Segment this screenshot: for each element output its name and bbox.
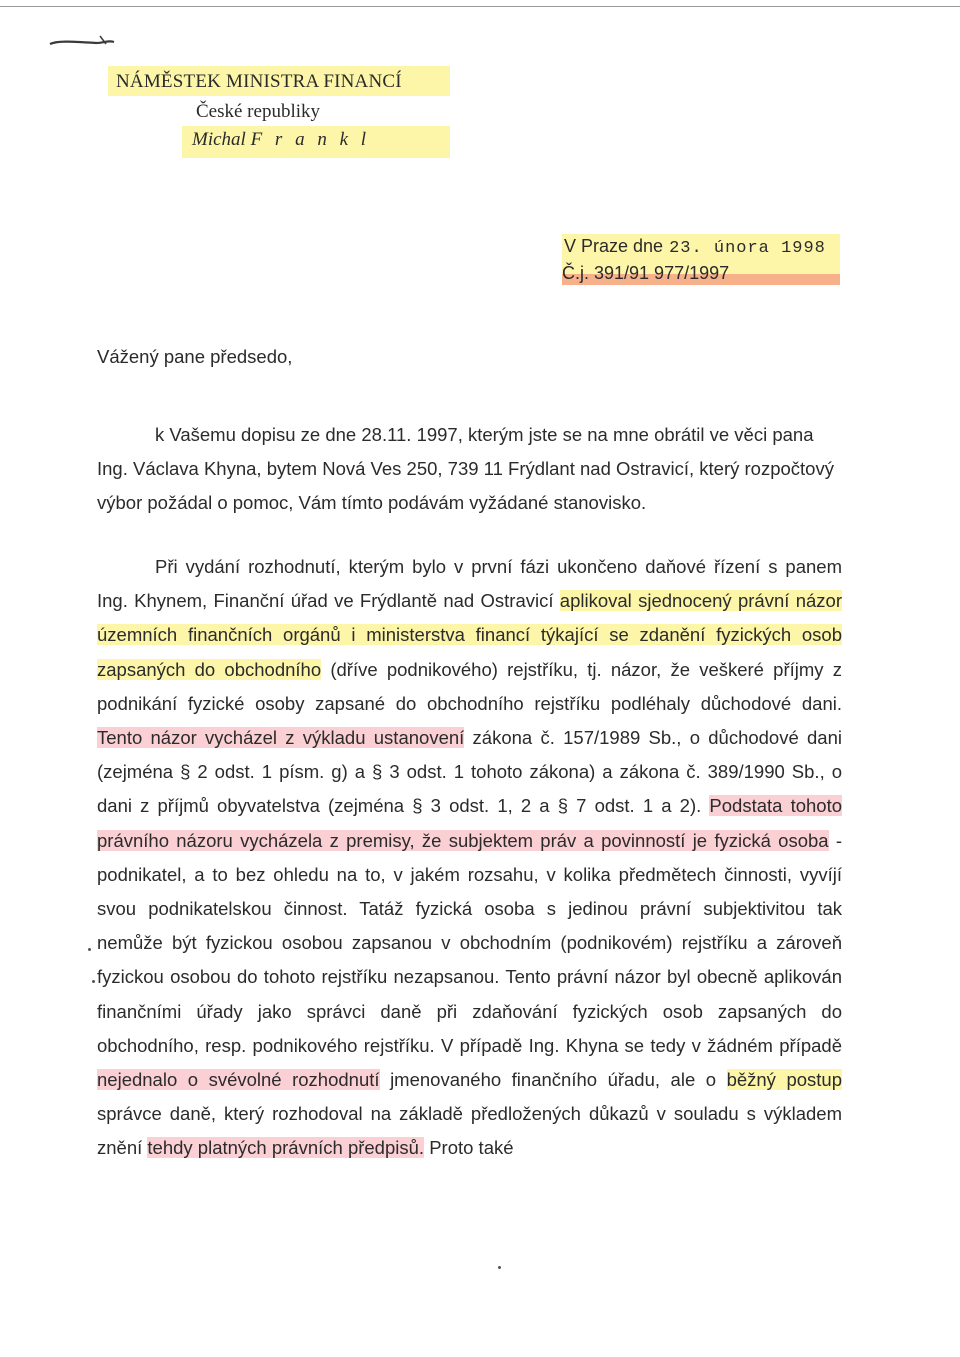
- para2-segment: Tento právní názor byl obecně aplikován finančními úřady jako správci daně při zdaňování fyzických osob zapsaných do obchodního, resp. podnikového rejstříku. V případě Ing. Khyna se tedy v žádném případě: [97, 966, 842, 1056]
- letterhead-person: [182, 126, 450, 158]
- margin-mark: [92, 980, 95, 983]
- person-last-name: F r a n k l: [250, 129, 371, 150]
- place-label: V Praze dne: [564, 236, 664, 256]
- para2-segment: Proto také: [424, 1137, 514, 1159]
- letterhead-country: České republiky: [196, 101, 321, 122]
- margin-mark: [498, 1266, 501, 1269]
- page-top-rule: [0, 6, 960, 7]
- para2-highlight-pink: tehdy platných právních předpisů.: [147, 1137, 425, 1159]
- para2-segment: Při vydání rozhodnutí, kterým bylo v první fázi ukončeno daňové řízení s panem Ing. Khynem, Finanční úřad ve Frýdlantě nad Ostravicí: [97, 556, 842, 612]
- paragraph-1: k Vašemu dopisu ze dne 28.11. 1997, kterým jste se na mne obrátil ve věci pana Ing. Václava Khyna, bytem Nová Ves 250, 739 11 Frýdlant nad Ostravicí, který rozpočtový výbor požádal o pomoc, Vám tímto podávám vyžádané stanovisko.: [97, 424, 834, 513]
- salutation: Vážený pane předsedo,: [97, 346, 293, 367]
- para2-highlight-yellow: aplikoval sjednocený právní názor územních finančních orgánů i ministerstva financí týkající se zdanění fyzických osob zapsaných do obchodního: [97, 590, 842, 680]
- margin-mark: [88, 948, 91, 951]
- para2-segment: jmenovaného finančního úřadu, ale o: [379, 1069, 727, 1091]
- letter-date: 23. února 1998: [669, 239, 826, 258]
- paragraph-2: [97, 550, 842, 1166]
- paperclip-mark-icon: [48, 30, 118, 52]
- person-first-name: Michal: [192, 129, 246, 150]
- place-date-block: [562, 234, 840, 285]
- para2-highlight-pink: Tento názor vycházel z výkladu ustanovení: [97, 727, 465, 749]
- letterhead-title: NÁMĚSTEK MINISTRA FINANCÍ: [108, 66, 450, 96]
- para2-highlight-yellow: běžný postup: [726, 1069, 842, 1091]
- place-date-line: [562, 234, 840, 261]
- para2-highlight-pink: Podstata tohoto právního názoru vycházela z premisy, že subjektem práv a povinností je fyzická osoba: [97, 795, 843, 851]
- para2-segment: - podnikatel, a to bez ohledu na to, v jakém rozsahu, v kolika předmětech činnosti, vyvíjí svou podnikatelskou činnost. Tatáž fyzická osoba s jedinou právní subjektivitou tak nemůže být fyzickou osobou zapsanou v obchodním (podnikovém) rejstříku a zároveň fyzickou osobou do tohoto rejstříku nezapsanou.: [97, 829, 842, 988]
- reference-number: Č.j. 391/91 977/1997: [562, 261, 840, 285]
- letterhead: [108, 66, 450, 158]
- para2-segment: zákona č. 157/1989 Sb., o důchodové dani (zejména § 2 odst. 1 písm. g) a § 3 odst. 1 tohoto zákona) a zákona č. 389/1990 Sb., o dani z příjmů obyvatelstva (zejména § 3 odst. 1, 2 a § 7 odst. 1 a 2).: [97, 727, 842, 817]
- para2-highlight-pink: nejednalo o svévolné rozhodnutí: [97, 1069, 380, 1091]
- para2-segment: správce daně, který rozhodoval na základě předložených důkazů v souladu s výkladem znění: [97, 1103, 842, 1159]
- para2-segment: (dříve podnikového) rejstříku, tj. názor, že veškeré příjmy z podnikání fyzické osoby zapsané do obchodního rejstříku podléhaly důchodové dani.: [97, 658, 842, 714]
